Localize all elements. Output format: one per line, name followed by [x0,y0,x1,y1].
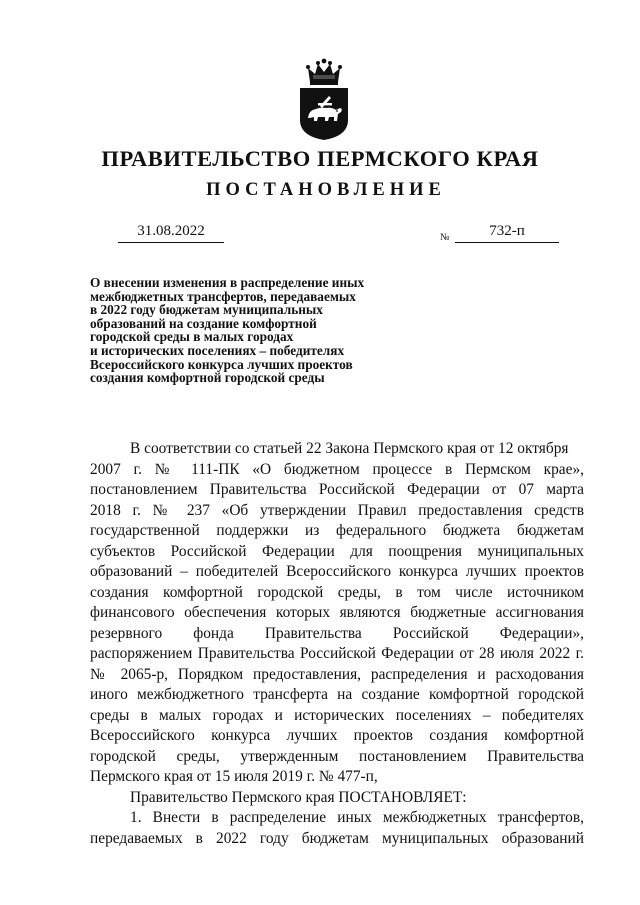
subject-line: городской среды в малых городах [90,329,294,345]
body-line: 2018 г. № 237 «Об утверждении Правил предоставления средств [90,501,584,519]
body-line: 1. Внести в распределение иных межбюджетных трансфертов, [130,809,584,826]
body-line: государственной поддержки из федерального бюджета бюджетам [90,522,584,539]
document-type: ПОСТАНОВЛЕНИЕ [206,180,446,200]
body-line: среды в малых городах и исторических поселениях – победителях [90,706,584,724]
number-sign: № [440,232,450,243]
body-line: городской среды, утвержденным постановлением Правительства [90,747,584,765]
subject-line: межбюджетных трансфертов, передаваемых [90,288,356,304]
document-number: 732-п [455,223,559,243]
document-date: 31.08.2022 [118,223,224,243]
body-line: иного межбюджетного трансферта на создание комфортной городской [90,686,584,703]
body-line: В соответствии со статьей 22 Закона Пермского края от 12 октября [130,440,569,457]
body-line: создания комфортной городской среды, в том числе источником [90,583,584,601]
body-line: Всероссийского конкурса лучших проектов создания комфортной [90,727,584,744]
coat-of-arms-icon [296,58,352,142]
subject-line: в 2022 году бюджетам муниципальных [90,302,323,318]
body-line: Пермского края от 15 июля 2019 г. № 477-п, [90,768,378,785]
body-line: резервного фонда Правительства Российской Федерации», [90,624,584,642]
government-title: ПРАВИТЕЛЬСТВО ПЕРМСКОГО КРАЯ [101,146,539,171]
body-line: финансового обеспечения которых являются бюджетные ассигнования [90,604,584,621]
subject-line: О внесении изменения в распределение иных [90,275,365,290]
subject-line: и исторических поселениях – победителях [90,342,345,358]
body-line: постановлением Правительства Российской Федерации от 07 марта [90,481,584,498]
subject-line: Всероссийского конкурса лучших проектов [90,356,353,372]
body-line: передаваемых в 2022 году бюджетам муниципальных образований [90,829,584,847]
body-line: субъектов Российской Федерации для поощрения муниципальных [90,542,584,560]
body-line: образований – победителей Всероссийского конкурса лучших проектов [90,563,584,580]
body-line: 2007 г. № 111-ПК «О бюджетном процессе в Пермском крае», [90,460,584,478]
subject-line: образований на создание комфортной [90,315,317,331]
body-line: распоряжением Правительства Российской Федерации от 28 июля 2022 г. [90,645,584,662]
document-body [90,439,584,849]
document-subject [90,276,430,385]
body-line: Правительство Пермского края ПОСТАНОВЛЯЕТ: [130,788,467,806]
subject-line: создания комфортной городской среды [90,370,325,386]
body-line: № 2065-р, Порядком предоставления, распределения и расходования [90,665,584,683]
